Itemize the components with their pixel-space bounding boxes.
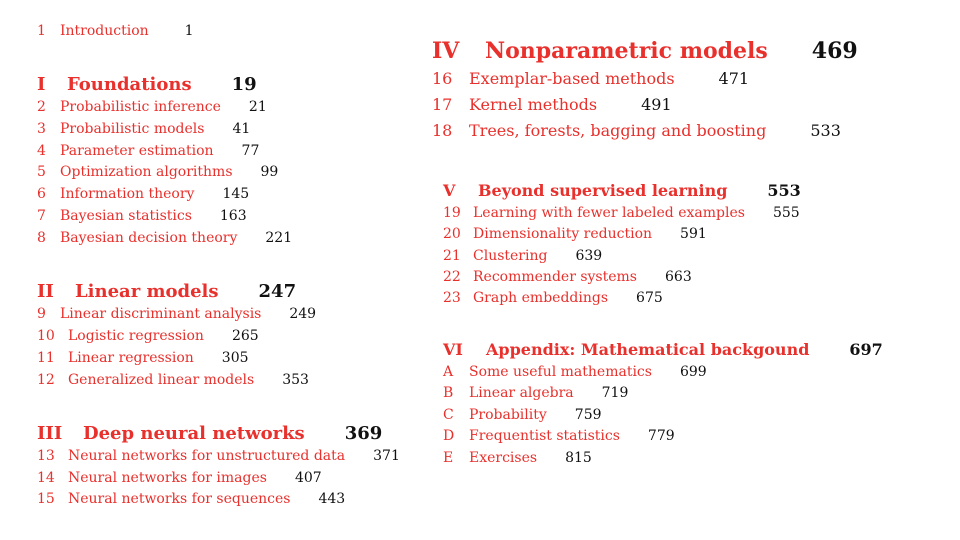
chapter-number: 22	[443, 269, 461, 285]
part-title[interactable]: Foundations	[67, 74, 192, 95]
chapter-number: 2	[37, 99, 46, 115]
page-number: 145	[222, 186, 250, 202]
chapter-title[interactable]: Trees, forests, bagging and boosting	[469, 121, 767, 140]
chapter-title[interactable]: Parameter estimation	[60, 143, 214, 159]
chapter-title[interactable]: Generalized linear models	[68, 372, 255, 388]
part-number: III	[37, 423, 63, 444]
part-page-number: 19	[231, 74, 257, 95]
part-title[interactable]: Linear models	[75, 281, 219, 302]
part-title[interactable]: Deep neural networks	[83, 423, 305, 444]
chapter-number: 12	[37, 372, 55, 388]
part-number: V	[443, 181, 456, 200]
toc-chapter-entry[interactable]	[37, 230, 292, 246]
page-number: 555	[772, 205, 800, 221]
chapter-number: D	[443, 428, 455, 444]
part-number: VI	[443, 340, 463, 359]
toc-chapter-entry[interactable]	[432, 121, 841, 140]
chapter-number: 10	[37, 328, 55, 344]
toc-chapter-entry[interactable]	[443, 205, 800, 221]
part-page-number: 469	[811, 38, 858, 64]
part-heading[interactable]	[443, 340, 883, 359]
toc-chapter-entry[interactable]	[37, 208, 247, 224]
chapter-title[interactable]: Information theory	[60, 186, 195, 202]
page-number: 591	[680, 226, 707, 242]
page-number: 77	[241, 143, 260, 159]
chapter-title[interactable]: Linear discriminant analysis	[60, 306, 262, 322]
chapter-title[interactable]: Clustering	[473, 248, 548, 264]
toc-chapter-entry[interactable]	[37, 306, 316, 322]
toc-chapter-entry[interactable]	[443, 248, 602, 264]
part-heading[interactable]	[37, 74, 257, 95]
page-number: 675	[636, 290, 663, 306]
toc-chapter-entry[interactable]	[443, 364, 707, 380]
part-title[interactable]: Beyond supervised learning	[478, 181, 728, 200]
toc-intro-entry[interactable]	[37, 23, 194, 39]
toc-chapter-entry[interactable]	[443, 428, 675, 444]
chapter-number: A	[443, 364, 454, 380]
chapter-title[interactable]: Neural networks for unstructured data	[68, 448, 346, 464]
chapter-number: C	[443, 407, 454, 423]
chapter-number: 16	[432, 69, 453, 88]
chapter-title[interactable]: Neural networks for sequences	[68, 491, 291, 507]
toc-chapter-entry[interactable]	[37, 350, 249, 366]
toc-chapter-entry[interactable]	[37, 448, 400, 464]
toc-chapter-entry[interactable]	[443, 385, 628, 401]
page-number: 221	[265, 230, 293, 246]
page-number: 1	[184, 23, 194, 39]
page-number: 491	[641, 95, 672, 114]
part-page-number: 369	[344, 423, 383, 444]
part-heading[interactable]	[443, 181, 801, 200]
chapter-title[interactable]: Probabilistic inference	[60, 99, 221, 115]
page-number: 353	[282, 372, 309, 388]
page-number: 407	[294, 470, 322, 486]
chapter-number: 8	[37, 230, 46, 246]
chapter-title[interactable]: Linear algebra	[469, 385, 574, 401]
toc-chapter-entry[interactable]	[37, 143, 259, 159]
page-number: 41	[232, 121, 251, 137]
page-number: 21	[248, 99, 267, 115]
toc-chapter-entry[interactable]	[443, 407, 602, 423]
part-title[interactable]: Appendix: Mathematical backgound	[486, 340, 810, 359]
chapter-title[interactable]: Dimensionality reduction	[473, 226, 653, 242]
chapter-number: 20	[443, 226, 461, 242]
chapter-title[interactable]: Bayesian statistics	[60, 208, 192, 224]
page-number: 305	[221, 350, 249, 366]
toc-chapter-entry[interactable]	[37, 470, 322, 486]
page-number: 249	[289, 306, 317, 322]
part-page-number: 247	[258, 281, 297, 302]
part-number: II	[37, 281, 54, 302]
chapter-title[interactable]: Linear regression	[68, 350, 194, 366]
part-heading[interactable]	[37, 423, 382, 444]
toc-chapter-entry[interactable]	[37, 186, 249, 202]
chapter-number: 21	[443, 248, 461, 264]
part-number: IV	[432, 38, 460, 64]
page-number: 533	[810, 121, 841, 140]
chapter-number: 17	[432, 95, 453, 114]
chapter-number: 14	[37, 470, 55, 486]
chapter-number: 11	[37, 350, 55, 366]
toc-chapter-entry[interactable]	[432, 95, 672, 114]
toc-chapter-entry[interactable]	[37, 372, 309, 388]
chapter-title[interactable]: Probability	[469, 407, 547, 423]
toc-chapter-entry[interactable]	[443, 450, 592, 466]
chapter-title[interactable]: Neural networks for images	[68, 470, 267, 486]
chapter-title[interactable]: Kernel methods	[469, 95, 598, 114]
page-number: 759	[574, 407, 602, 423]
chapter-title[interactable]: Introduction	[60, 23, 149, 39]
page-number: 99	[260, 164, 279, 180]
page-number: 443	[318, 491, 346, 507]
chapter-title[interactable]: Probabilistic models	[60, 121, 205, 137]
chapter-number: E	[443, 450, 454, 466]
page-number: 371	[373, 448, 400, 464]
page-number: 639	[575, 248, 603, 264]
toc-chapter-entry[interactable]	[37, 491, 345, 507]
part-title[interactable]: Nonparametric models	[485, 38, 768, 64]
chapter-number: 9	[37, 306, 46, 322]
part-heading[interactable]	[432, 38, 858, 64]
toc-chapter-entry[interactable]	[37, 121, 250, 137]
part-heading[interactable]	[37, 281, 296, 302]
chapter-number: 23	[443, 290, 461, 306]
chapter-title[interactable]: Optimization algorithms	[60, 164, 233, 180]
chapter-number: 4	[37, 143, 46, 159]
chapter-number: B	[443, 385, 454, 401]
chapter-number: 19	[443, 205, 461, 221]
chapter-number: 7	[37, 208, 46, 224]
chapter-number: 3	[37, 121, 46, 137]
page-number: 265	[231, 328, 259, 344]
part-page-number: 553	[767, 181, 801, 200]
chapter-number: 6	[37, 186, 46, 202]
chapter-title[interactable]: Logistic regression	[68, 328, 204, 344]
toc-chapter-entry[interactable]	[37, 328, 259, 344]
part-page-number: 697	[849, 340, 883, 359]
chapter-title[interactable]: Some useful mathematics	[469, 364, 652, 380]
page-number: 779	[647, 428, 675, 444]
toc-chapter-entry[interactable]	[37, 164, 278, 180]
page-number: 163	[219, 208, 247, 224]
page-number: 471	[718, 69, 750, 88]
chapter-number: 1	[37, 23, 46, 39]
page-number: 699	[679, 364, 707, 380]
chapter-title[interactable]: Bayesian decision theory	[60, 230, 238, 246]
chapter-number: 13	[37, 448, 55, 464]
toc-chapter-entry[interactable]	[443, 290, 663, 306]
page-number: 663	[665, 269, 692, 285]
chapter-title[interactable]: Recommender systems	[473, 269, 637, 285]
toc-chapter-entry[interactable]	[37, 99, 267, 115]
page-number: 719	[601, 385, 629, 401]
toc-chapter-entry[interactable]	[443, 269, 692, 285]
page-number: 815	[565, 450, 592, 466]
chapter-title[interactable]: Exercises	[469, 450, 538, 466]
chapter-title[interactable]: Graph embeddings	[473, 290, 609, 306]
chapter-number: 18	[432, 121, 453, 140]
toc-chapter-entry[interactable]	[432, 69, 749, 88]
part-number: I	[37, 74, 46, 95]
toc-chapter-entry[interactable]	[443, 226, 707, 242]
chapter-title[interactable]: Exemplar-based methods	[469, 69, 675, 88]
chapter-number: 15	[37, 491, 55, 507]
chapter-title[interactable]: Learning with fewer labeled examples	[473, 205, 745, 221]
chapter-title[interactable]: Frequentist statistics	[469, 428, 620, 444]
chapter-number: 5	[37, 164, 46, 180]
